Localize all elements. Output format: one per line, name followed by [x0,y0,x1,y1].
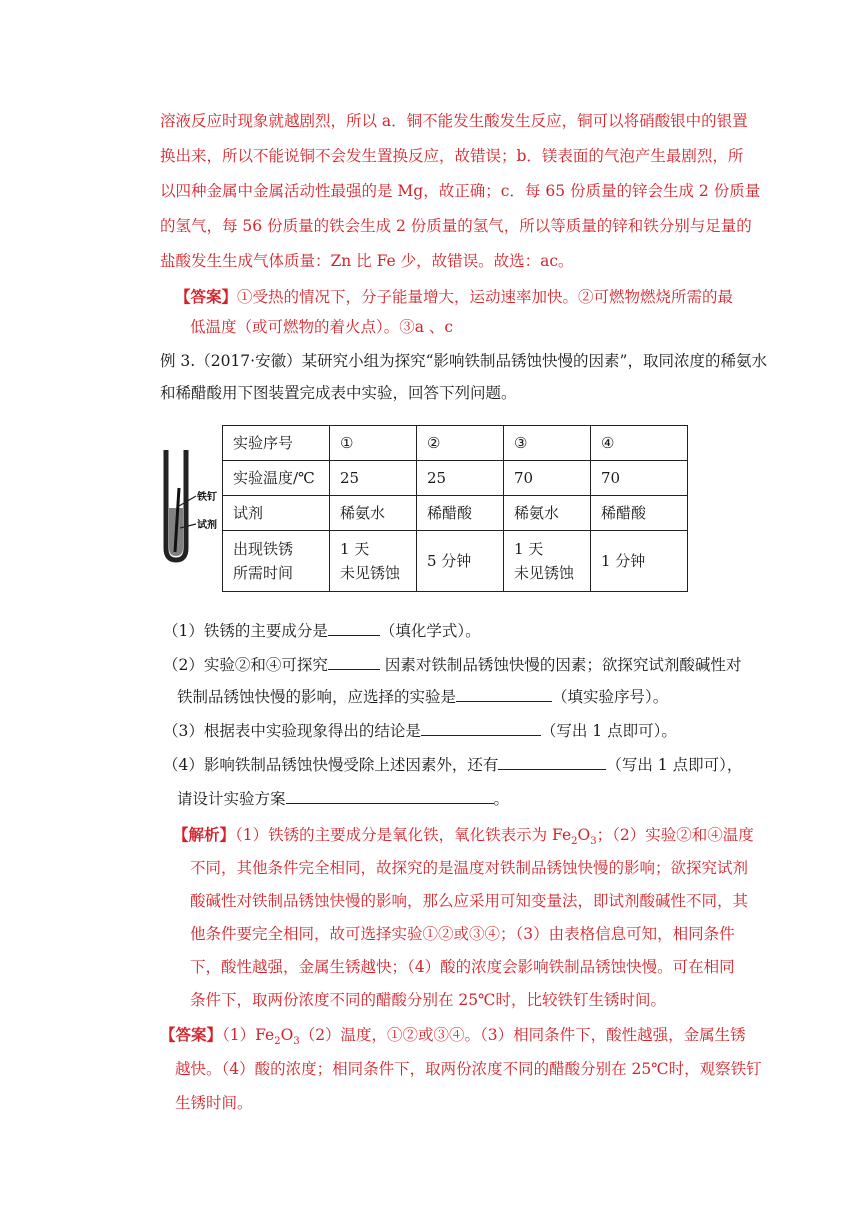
table-cell: 稀醋酸 [591,496,688,531]
question-3: （3）根据表中实验现象得出的结论是 （写出 1 点即可）。 [163,722,677,740]
table-cell: 稀氨水 [504,496,591,531]
test-tube-apparatus [158,448,222,568]
question-4-line-1: （4）影响铁制品锈蚀快慢受除上述因素外，还有 （写出 1 点即可）， [163,756,743,774]
analysis-2-line-6: 条件下，取两份浓度不同的醋酸分别在 25℃时，比较铁钉生锈时间。 [190,991,666,1009]
answer-2-line-2: 越快。（4）酸的浓度；相同条件下，取两份浓度不同的醋酸分别在 25℃时，观察铁钉 [175,1060,762,1078]
label-nail: 铁钉 [197,492,217,503]
analysis-line-5: 盐酸发生生成气体质量：Zn 比 Fe 少，故错误。故选：ac。 [160,252,574,270]
answer-blank [328,621,380,636]
answer-1-line-2: 低温度（或可燃物的着火点）。③a 、c [190,318,454,336]
answer-blank [286,789,494,804]
question-4-line-2: 请设计实验方案 。 [177,790,510,808]
analysis-2-line-5: 下，酸性越强，金属生锈越快；（4）酸的浓度会影响铁制品锈蚀快慢。可在相同 [190,958,735,976]
table-cell: 1 分钟 [591,531,688,592]
answer-blank [498,755,606,770]
analysis-2-line-1: 【解析】（1）铁锈的主要成分是氧化铁，氧化铁表示为 $Fe_2O_3$；（2）实验②和④温度 [173,825,754,848]
analysis-2-line-4: 他条件要完全相同，故可选择实验①②或③④；（3）由表格信息可知，相同条件 [190,925,735,943]
analysis-2-line-2: 不同，其他条件完全相同，故探究的是温度对铁制品锈蚀快慢的影响；欲探究试剂 [190,859,749,877]
answer-blank [421,721,541,736]
table-cell: 25 [330,461,417,496]
analysis-2-line-3: 酸碱性对铁制品锈蚀快慢的影响，那么应采用可知变量法，即试剂酸碱性不同，其 [190,892,749,910]
example-3-line-1: 例 3.（2017·安徽）某研究小组为探究“影响铁制品锈蚀快慢的因素”，取同浓度的稀氨水 [160,352,767,370]
table-cell: ② [417,426,504,461]
table-cell: 试剂 [223,496,330,531]
label-reagent: 试剂 [197,520,217,531]
analysis-line-4: 的氢气，每 56 份质量的铁会生成 2 份质量的氢气，所以等质量的锌和铁分别与足量的 [160,217,752,235]
table-cell: 稀氨水 [330,496,417,531]
analysis-line-2: 换出来，所以不能说铜不会发生置换反应，故错误；b．镁表面的气泡产生最剧烈，所 [160,147,744,165]
answer-tag: 【答案】 [175,287,238,306]
table-row [223,426,688,461]
table-cell: 实验序号 [223,426,330,461]
table-cell: ④ [591,426,688,461]
analysis-line-3: 以四种金属中金属活动性最强的是 Mg，故正确；c．每 65 份质量的锌会生成 2 份质量 [160,182,761,200]
table-cell: 25 [417,461,504,496]
answer-2-line-3: 生锈时间。 [175,1094,253,1112]
table-cell: 70 [504,461,591,496]
table-cell: 1 天 未见锈蚀 [504,531,591,592]
table-cell: 70 [591,461,688,496]
table-cell: 实验温度/℃ [223,461,330,496]
table-cell: 出现铁锈 所需时间 [223,531,330,592]
question-2-line-1: （2）实验②和④可探究 因素对铁制品锈蚀快慢的因素；欲探究试剂酸碱性对 [163,656,742,674]
question-1: （1）铁锈的主要成分是 （填化学式）。 [163,622,481,640]
table-cell: ① [330,426,417,461]
table-cell: 稀醋酸 [417,496,504,531]
table-cell: 1 天 未见锈蚀 [330,531,417,592]
analysis-tag: 【解析】 [173,825,236,844]
answer-2-line-1: 【答案】$(1)Fe_2O_3(2)$温度，①②或③④。（3）相同条件下，酸性越强，金属生锈 [160,1025,746,1048]
table-cell: 5 分钟 [417,531,504,592]
answer-blank [456,687,552,702]
answer-blank [328,655,380,670]
experiment-table [222,425,688,592]
question-2-line-2: 铁制品锈蚀快慢的影响，应选择的实验是 （填实验序号）。 [177,688,669,706]
example-3-line-2: 和稀醋酸用下图装置完成表中实验，回答下列问题。 [160,384,517,402]
table-row [223,496,688,531]
table-row [223,531,688,592]
answer-1-line-1: 【答案】①受热的情况下，分子能量增大，运动速率加快。②可燃物燃烧所需的最 [175,287,734,306]
answer-tag: 【答案】 [160,1025,223,1044]
analysis-line-1: 溶液反应时现象就越剧烈，所以 a．铜不能发生酸发生反应，铜可以将硝酸银中的银置 [160,112,748,130]
table-row [223,461,688,496]
table-cell: ③ [504,426,591,461]
